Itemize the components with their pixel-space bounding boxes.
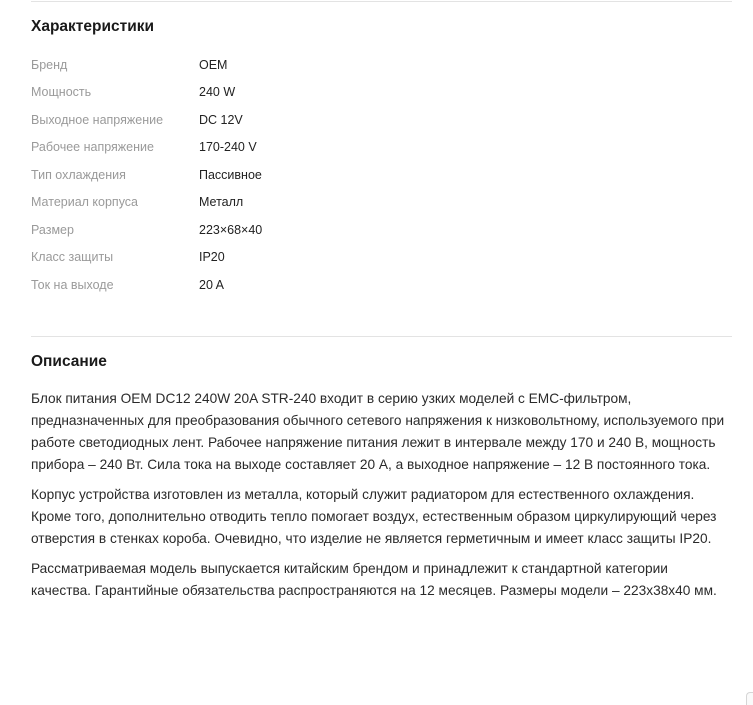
spec-row <box>31 134 631 162</box>
spec-value: Пассивное <box>199 167 262 182</box>
spec-value: IP20 <box>199 250 225 265</box>
spec-label: Тип охлаждения <box>31 167 126 182</box>
specs-title: Характеристики <box>31 18 155 35</box>
spec-value: 20 A <box>199 277 225 292</box>
spec-row <box>31 51 631 79</box>
spec-label: Ток на выходе <box>31 277 114 292</box>
spec-row <box>31 79 631 107</box>
specs-table <box>31 51 631 299</box>
spec-value: Металл <box>199 195 244 210</box>
description-paragraph: Блок питания OEM DC12 240W 20A STR-240 входит в серию узких моделей с EMC-фильтром, предназначенных для преобразования обычного сетевого напряжения к низковольтному, используемого при работе светодиодных лент. Рабочее напряжение питания лежит в интервале между 170 и 240 В, мощность прибора – 240 Вт. Сила тока на выходе составляет 20 А, а выходное напряжение – 12 В постоянного тока. <box>31 391 725 472</box>
spec-label: Размер <box>31 222 74 237</box>
section-divider <box>31 336 732 337</box>
description-paragraph: Корпус устройства изготовлен из металла, который служит радиатором для естественного охлаждения. Кроме того, дополнительно отводить тепло помогает воздух, естественным образом циркулирующий через отверстия в стенках короба. Очевидно, что изделие не является герметичным и имеет класс защиты IP20. <box>31 487 717 546</box>
spec-label: Рабочее напряжение <box>31 140 154 155</box>
spec-row <box>31 244 631 272</box>
spec-value: 170-240 V <box>199 140 257 155</box>
spec-label: Бренд <box>31 57 68 72</box>
top-divider <box>31 1 732 2</box>
spec-label: Класс защиты <box>31 250 114 265</box>
spec-label: Выходное напряжение <box>31 112 164 127</box>
spec-label: Мощность <box>31 85 92 100</box>
description-body <box>31 388 731 610</box>
spec-value: 223×68×40 <box>199 222 263 237</box>
spec-row <box>31 216 631 244</box>
spec-row <box>31 161 631 189</box>
spec-value: OEM <box>199 57 228 72</box>
spec-row <box>31 189 631 217</box>
description-title: Описание <box>31 353 107 370</box>
spec-value: 240 W <box>199 85 236 100</box>
spec-row <box>31 271 631 299</box>
spec-row <box>31 106 631 134</box>
spec-value: DC 12V <box>199 112 243 127</box>
description-paragraph: Рассматриваемая модель выпускается китайским брендом и принадлежит к стандартной категории качества. Гарантийные обязательства распространяются на 12 месяцев. Размеры модели – 223x38x40 мм. <box>31 561 717 598</box>
scroll-corner-handle[interactable] <box>746 692 753 705</box>
spec-label: Материал корпуса <box>31 195 139 210</box>
